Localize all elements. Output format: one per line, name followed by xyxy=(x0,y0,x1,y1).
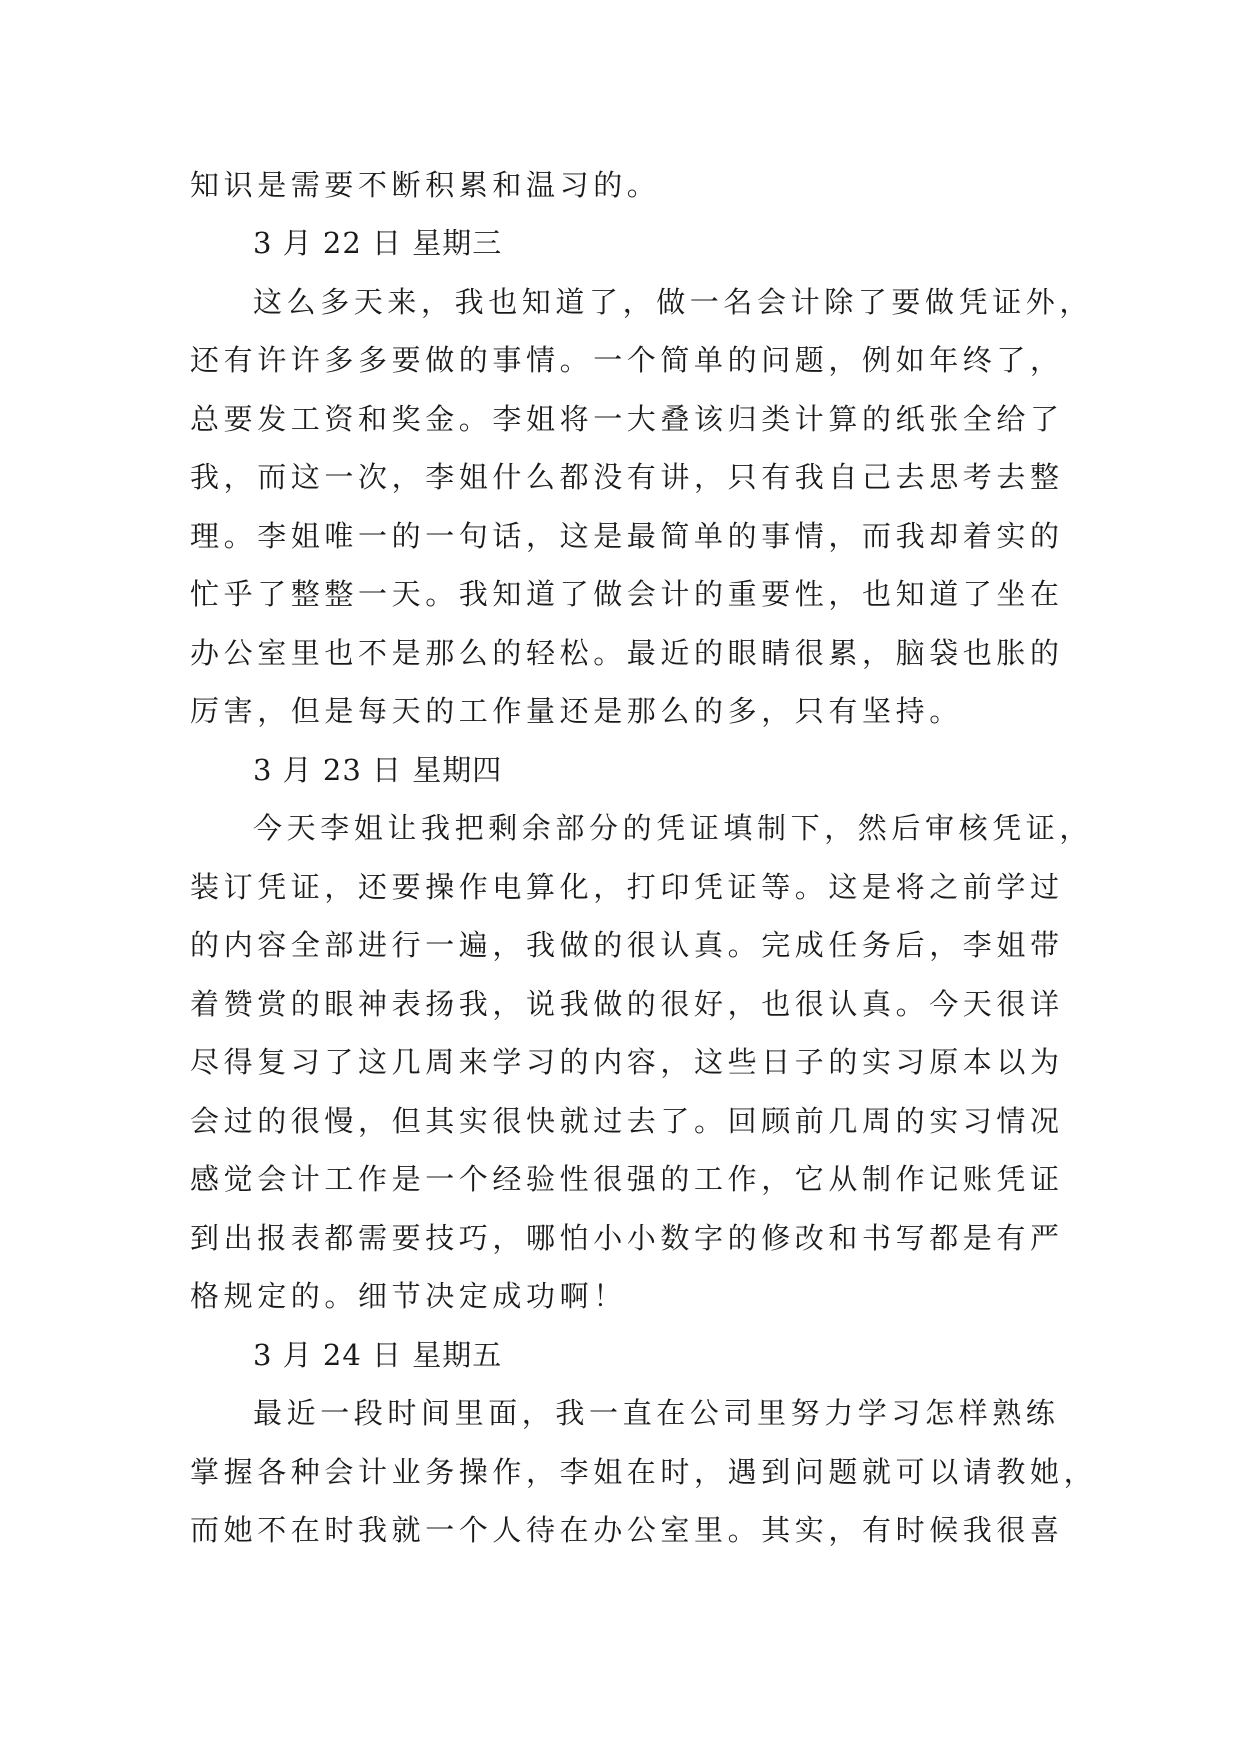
text-line: 尽得复习了这几周来学习的内容，这些日子的实习原本以为 xyxy=(190,1045,1064,1079)
text-line: 总要发工资和奖金。李姐将一大叠该归类计算的纸张全给了 xyxy=(190,402,1064,436)
text-line: 办公室里也不是那么的轻松。最近的眼睛很累，脑袋也胀的 xyxy=(190,636,1064,670)
date-heading: 3 月 22 日 星期三 xyxy=(253,226,503,260)
text-line: 我，而这一次，李姐什么都没有讲，只有我自己去思考去整 xyxy=(190,460,1064,494)
text-line: 理。李姐唯一的一句话，这是最简单的事情，而我却着实的 xyxy=(190,519,1064,553)
text-line: 还有许许多多要做的事情。一个简单的问题，例如年终了， xyxy=(190,343,1064,377)
paragraph-first-line: 最近一段时间里面，我一直在公司里努力学习怎样熟练 xyxy=(253,1396,1060,1430)
text-line: 感觉会计工作是一个经验性很强的工作，它从制作记账凭证 xyxy=(190,1162,1064,1196)
text-line: 着赞赏的眼神表扬我，说我做的很好，也很认真。今天很详 xyxy=(190,987,1064,1021)
text-line: 而她不在时我就一个人待在办公室里。其实，有时候我很喜 xyxy=(190,1513,1064,1547)
text-line: 装订凭证，还要操作电算化，打印凭证等。这是将之前学过 xyxy=(190,870,1064,904)
date-heading: 3 月 24 日 星期五 xyxy=(253,1338,503,1372)
text-line: 忙乎了整整一天。我知道了做会计的重要性，也知道了坐在 xyxy=(190,577,1064,611)
paragraph-first-line: 这么多天来，我也知道了，做一名会计除了要做凭证外， xyxy=(253,285,1094,319)
text-line: 掌握各种会计业务操作，李姐在时，遇到问题就可以请教她， xyxy=(190,1455,1098,1489)
paragraph-first-line: 今天李姐让我把剩余部分的凭证填制下，然后审核凭证， xyxy=(253,811,1094,845)
text-line: 会过的很慢，但其实很快就过去了。回顾前几周的实习情况 xyxy=(190,1104,1064,1138)
text-line: 格规定的。细节决定成功啊！ xyxy=(190,1279,627,1313)
text-line: 厉害，但是每天的工作量还是那么的多，只有坚持。 xyxy=(190,694,963,728)
text-line: 到出报表都需要技巧，哪怕小小数字的修改和书写都是有严 xyxy=(190,1221,1064,1255)
text-line: 的内容全部进行一遍，我做的很认真。完成任务后，李姐带 xyxy=(190,928,1064,962)
date-heading: 3 月 23 日 星期四 xyxy=(253,753,503,787)
text-line: 知识是需要不断积累和温习的。 xyxy=(190,168,661,202)
